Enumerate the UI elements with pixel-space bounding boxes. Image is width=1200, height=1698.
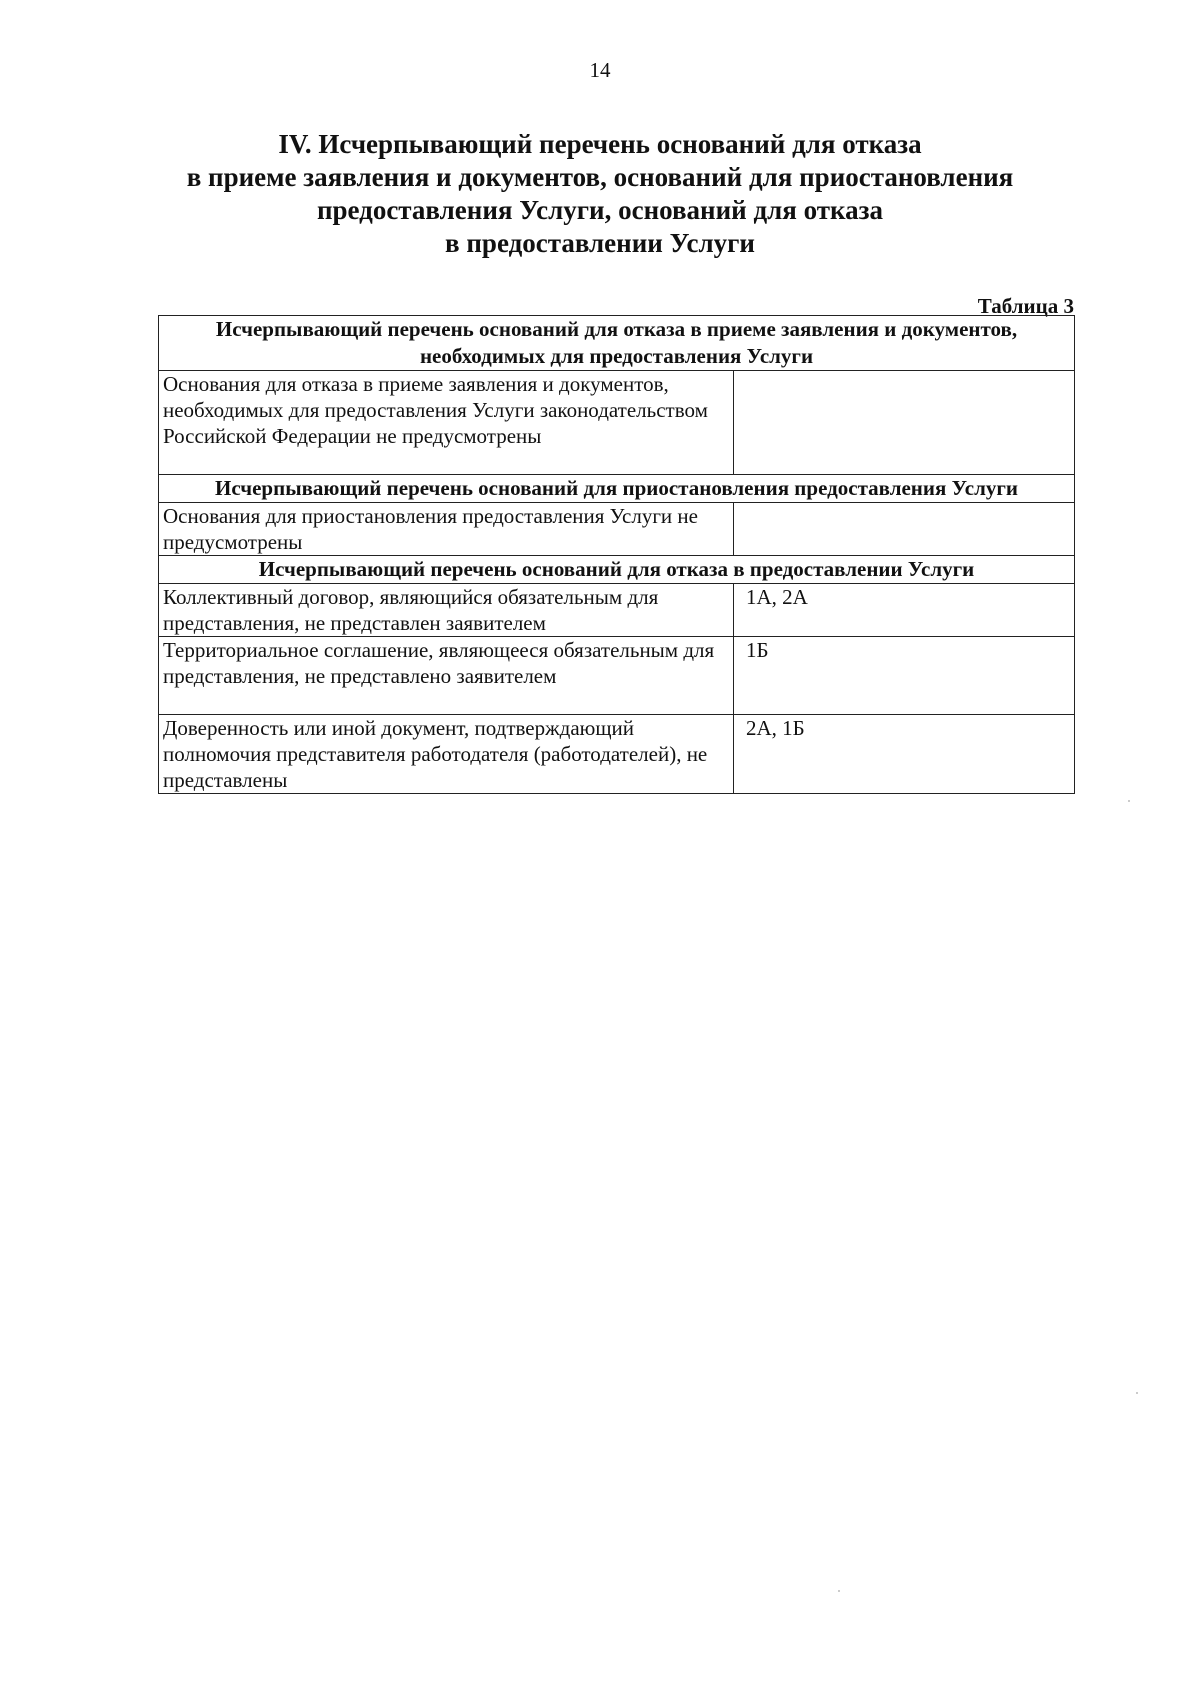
group-heading-refusal-acceptance: Исчерпывающий перечень оснований для отказа в приеме заявления и документов, необходимых для предоставления Услуги [159, 316, 1075, 371]
ground-code-cell [734, 503, 1075, 556]
ground-code-cell: 2А, 1Б [734, 715, 1075, 794]
scan-speck [1136, 1392, 1138, 1394]
ground-text-cell: Доверенность или иной документ, подтверждающий полномочия представителя работодателя (работодателей), не представлены [159, 715, 734, 794]
scan-speck [1128, 800, 1130, 802]
group-heading-suspension: Исчерпывающий перечень оснований для приостановления предоставления Услуги [159, 475, 1075, 503]
section-title-line: предоставления Услуги, оснований для отказа [316, 195, 884, 225]
ground-text-cell: Основания для приостановления предоставления Услуги не предусмотрены [159, 503, 734, 556]
page-number: 14 [589, 58, 611, 82]
table-row [159, 584, 1075, 637]
section-title-line: в приеме заявления и документов, оснований для приостановления [186, 162, 1014, 192]
table-group-header-row [159, 316, 1075, 371]
ground-text-cell: Территориальное соглашение, являющееся обязательным для представления, не представлено заявителем [159, 637, 734, 715]
section-title [120, 128, 1080, 260]
ground-code-cell: 1Б [734, 637, 1075, 715]
table-row [159, 637, 1075, 715]
section-title-line: в предоставлении Услуги [445, 228, 755, 258]
table-caption: Таблица 3 [977, 294, 1074, 318]
table-row [159, 503, 1075, 556]
scan-speck [838, 1590, 840, 1592]
table-row [159, 371, 1075, 475]
table-group-header-row [159, 475, 1075, 503]
table-group-header-row [159, 556, 1075, 584]
ground-text-cell: Основания для отказа в приеме заявления и документов, необходимых для предоставления Услуги законодательством Российской Федерации не предусмотрены [159, 371, 734, 475]
table-row [159, 715, 1075, 794]
ground-text-cell: Коллективный договор, являющийся обязательным для представления, не представлен заявителем [159, 584, 734, 637]
ground-code-cell [734, 371, 1075, 475]
grounds-table [158, 315, 1075, 794]
group-heading-refusal-service: Исчерпывающий перечень оснований для отказа в предоставлении Услуги [159, 556, 1075, 584]
ground-code-cell: 1А, 2А [734, 584, 1075, 637]
section-title-line: IV. Исчерпывающий перечень оснований для отказа [278, 129, 922, 159]
